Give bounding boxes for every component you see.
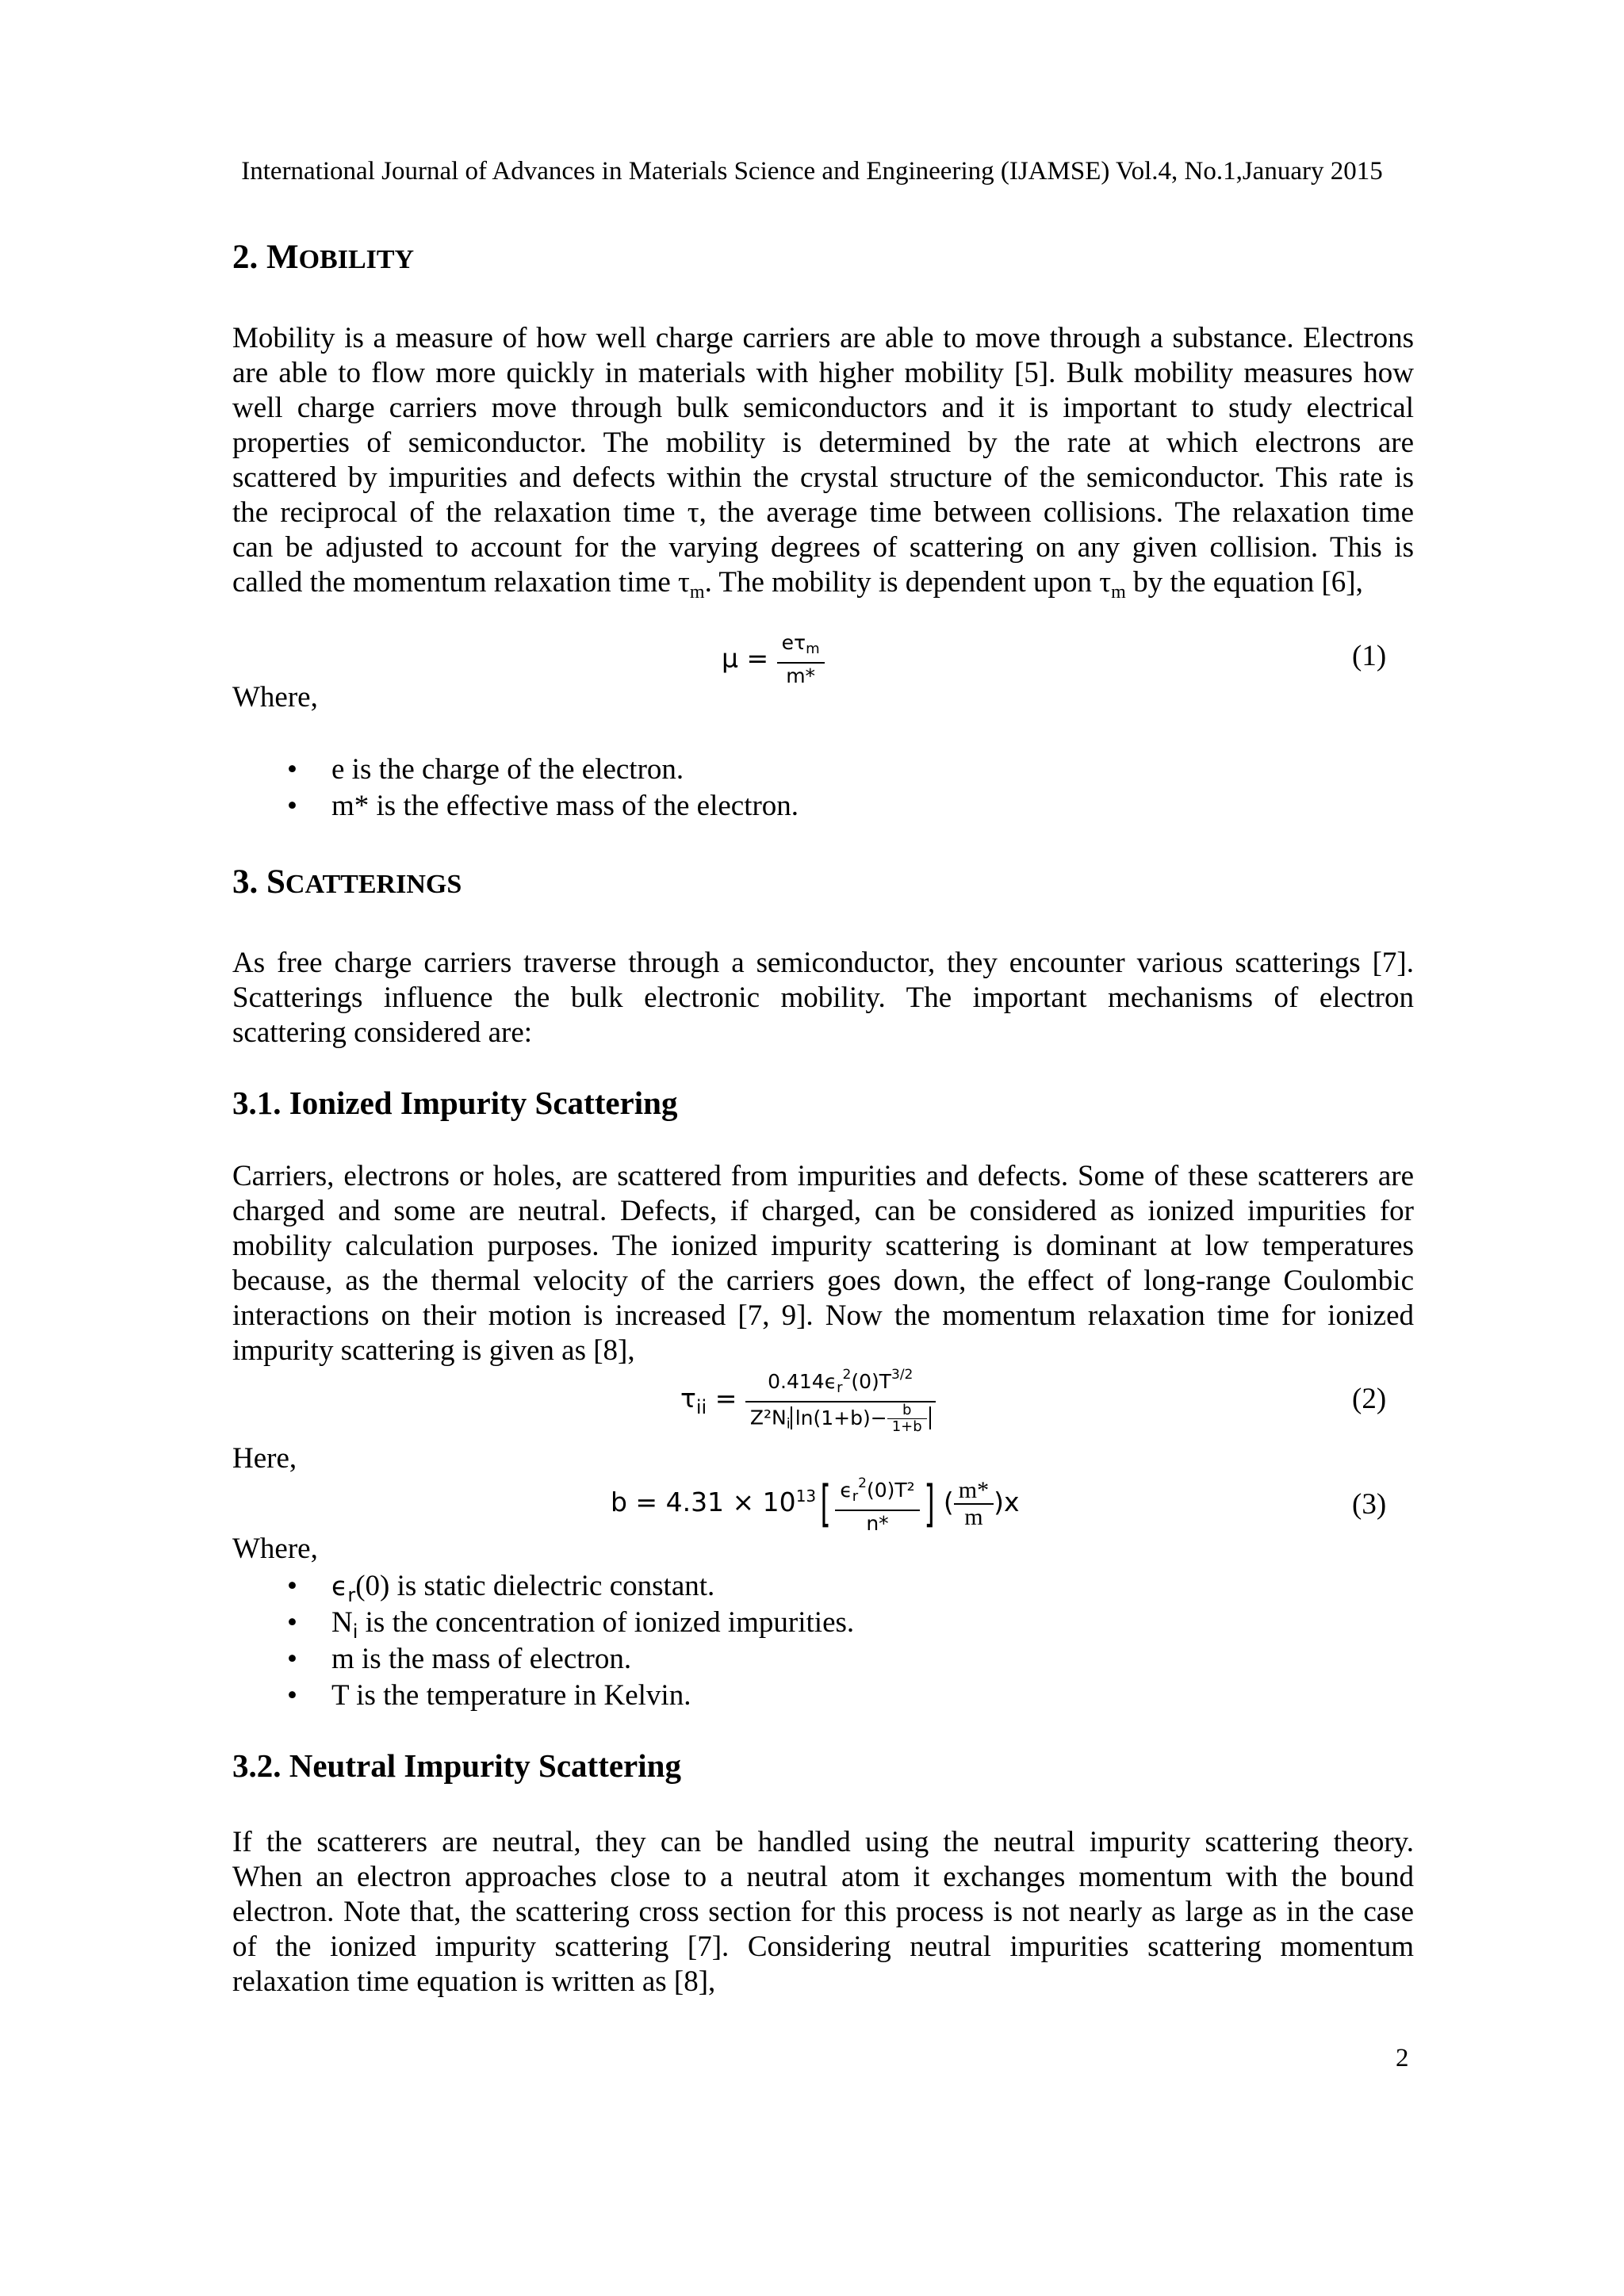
paragraph-line: [232, 565, 1414, 603]
equation-fraction: [835, 1471, 919, 1536]
paragraph-line: well charge carriers move through bulk semiconductors and it is important to study electrical: [232, 392, 1414, 424]
bullet-list-ionized: [285, 1568, 854, 1714]
right-bracket: ]: [924, 1474, 935, 1533]
paragraph-line: properties of semiconductor. The mobility is determined by the rate at which electrons are: [232, 427, 1414, 459]
equation-number-1: (1): [1352, 640, 1387, 672]
where-label: Where,: [232, 1533, 318, 1565]
paragraph-line: If the scatterers are neutral, they can be handled using the neutral impurity scattering theory.: [232, 1826, 1414, 1858]
paragraph-line: Carriers, electrons or holes, are scattered from impurities and defects. Some of these scatterers are: [232, 1160, 1414, 1192]
bullet-icon: •: [287, 1570, 297, 1602]
equation-number-2: (2): [1352, 1383, 1387, 1415]
text-run: by the equation [6],: [1125, 566, 1363, 599]
text-run: Z²N: [749, 1406, 787, 1429]
equation-fraction: [745, 1362, 936, 1437]
text-run: ln(1+b)−: [791, 1406, 887, 1429]
scatterings-paragraph: [232, 946, 1414, 1050]
list-item: [285, 1641, 854, 1678]
text-run: N: [331, 1606, 353, 1639]
list-item: [285, 1678, 854, 1714]
paragraph-line: Mobility is a measure of how well charge carriers are able to move through a substance. Electrons: [232, 322, 1414, 354]
where-label: Where,: [232, 681, 318, 714]
paragraph-line: As free charge carriers traverse through a semiconductor, they encounter various scatterings [7].: [232, 947, 1414, 979]
paragraph-line: are able to flow more quickly in materials with higher mobility [5]. Bulk mobility measures how: [232, 357, 1414, 389]
paragraph-line: of the ionized impurity scattering [7]. Considering neutral impurities scattering momentum: [232, 1931, 1414, 1963]
heading-number: 3. S: [232, 863, 285, 901]
subscript: m: [1111, 582, 1126, 603]
subscript: ii: [695, 1395, 707, 1418]
subscript: m: [689, 582, 705, 603]
paragraph-line: because, as the thermal velocity of the carriers goes down, the effect of long-range Coulombic: [232, 1265, 1414, 1297]
list-item-text: e is the charge of the electron.: [331, 753, 684, 786]
ionized-paragraph: [232, 1159, 1414, 1368]
paragraph-line: relaxation time equation is written as [8],: [232, 1965, 716, 1998]
subscript: i: [786, 1415, 791, 1433]
bullet-icon: •: [287, 753, 297, 786]
superscript: 2: [842, 1367, 852, 1383]
fraction-numerator: [835, 1471, 919, 1511]
paragraph-line: can be adjusted to account for the varying degrees of scattering on any given collision. This is: [232, 531, 1414, 564]
fraction-denominator: 1+b: [891, 1418, 922, 1435]
open-paren: (: [943, 1487, 954, 1517]
bullet-icon: •: [287, 1606, 297, 1639]
list-item-text: m* is the effective mass of the electron.: [331, 790, 799, 822]
bullet-icon: •: [287, 1643, 297, 1675]
neutral-paragraph: [232, 1825, 1414, 1999]
paragraph-line: scattering considered are:: [232, 1016, 533, 1049]
section-heading-scatterings: [232, 863, 462, 901]
fraction-denominator: m: [964, 1503, 983, 1530]
text-run: eτ: [781, 631, 806, 654]
bullet-icon: •: [287, 790, 297, 822]
superscript: 13: [795, 1487, 817, 1506]
equation-1: [722, 630, 825, 689]
paragraph-line: interactions on their motion is increased [7, 9]. Now the momentum relaxation time for ionized: [232, 1299, 1414, 1332]
text-run: ϵ: [840, 1479, 852, 1502]
subscript: r: [852, 1488, 859, 1505]
journal-header: International Journal of Advances in Materials Science and Engineering (IJAMSE) Vol.4, No.1,January 2015: [241, 157, 1383, 186]
bullet-list-mobility: [285, 752, 799, 825]
list-item: [285, 1605, 854, 1641]
close-paren: ): [994, 1487, 1004, 1517]
page-number: 2: [1396, 2044, 1409, 2072]
abs-bar: [929, 1406, 931, 1429]
text-run: ϵ: [331, 1571, 348, 1601]
equation-lhs: b = 4.31 × 10: [611, 1487, 796, 1517]
paragraph-line: Scatterings influence the bulk electronic mobility. The important mechanisms of electron: [232, 982, 1414, 1014]
equation-3: [611, 1471, 1020, 1536]
heading-smallcaps: CATTERINGS: [285, 870, 462, 899]
left-bracket: [: [820, 1474, 831, 1533]
fraction-denominator: [745, 1402, 936, 1437]
text-run: . The mobility is dependent upon τ: [704, 566, 1112, 599]
paragraph-line: When an electron approaches close to a neutral atom it exchanges momentum with the bound: [232, 1861, 1414, 1893]
paragraph-line: the reciprocal of the relaxation time τ, the average time between collisions. The relaxation time: [232, 496, 1414, 529]
subsection-heading-ionized: 3.1. Ionized Impurity Scattering: [232, 1085, 678, 1121]
heading-smallcaps: OBILITY: [298, 245, 415, 274]
fraction-numerator: m*: [954, 1478, 994, 1505]
fraction-numerator: [777, 630, 825, 664]
superscript: 3/2: [891, 1367, 914, 1383]
equation-lhs: τ: [680, 1382, 696, 1414]
list-item-text: T is the temperature in Kelvin.: [331, 1679, 691, 1712]
text-run: 0.414ϵ: [768, 1370, 837, 1393]
list-item-text: m is the mass of electron.: [331, 1643, 632, 1675]
list-item-text: is the concentration of ionized impurities.: [358, 1606, 855, 1639]
fraction-numerator: [745, 1362, 936, 1402]
text-run: called the momentum relaxation time τ: [232, 566, 690, 599]
list-item: [285, 788, 799, 825]
equation-fraction: [777, 630, 825, 689]
equation-2: [680, 1362, 936, 1437]
list-item: [285, 1568, 854, 1605]
list-item-text: (0) is static dielectric constant.: [355, 1570, 715, 1602]
fraction-denominator: n*: [866, 1512, 889, 1535]
fraction-denominator: m*: [786, 664, 816, 687]
text-run: x: [1003, 1487, 1020, 1517]
heading-number: 2. M: [232, 239, 299, 276]
equation-number-3: (3): [1352, 1488, 1387, 1521]
section-heading-mobility: [232, 238, 414, 277]
list-item: [285, 752, 799, 788]
subscript: r: [347, 1584, 356, 1606]
subscript: i: [352, 1621, 358, 1643]
equation-fraction: [954, 1478, 994, 1530]
subscript: r: [837, 1380, 843, 1396]
subsection-heading-neutral: 3.2. Neutral Impurity Scattering: [232, 1747, 681, 1784]
paragraph-line: charged and some are neutral. Defects, if charged, can be considered as ionized impurities for: [232, 1195, 1414, 1227]
subscript: m: [806, 641, 820, 657]
fraction-numerator: b: [887, 1402, 927, 1419]
equals-sign: =: [707, 1382, 745, 1414]
superscript: 2: [858, 1475, 867, 1491]
mobility-paragraph: [232, 321, 1414, 603]
nested-fraction: [887, 1402, 927, 1435]
text-run: (0)T: [851, 1370, 892, 1393]
bullet-icon: •: [287, 1679, 297, 1712]
paragraph-line: mobility calculation purposes. The ionized impurity scattering is dominant at low temperatures: [232, 1230, 1414, 1262]
equation-lhs: μ =: [722, 642, 777, 674]
text-run: (0)T²: [866, 1479, 915, 1502]
paragraph-line: scattered by impurities and defects within the crystal structure of the semiconductor. This rate is: [232, 461, 1414, 494]
paragraph-line: electron. Note that, the scattering cross section for this process is not nearly as large as in the case: [232, 1896, 1414, 1928]
paragraph-line: impurity scattering is given as [8],: [232, 1334, 635, 1367]
here-label: Here,: [232, 1442, 297, 1475]
